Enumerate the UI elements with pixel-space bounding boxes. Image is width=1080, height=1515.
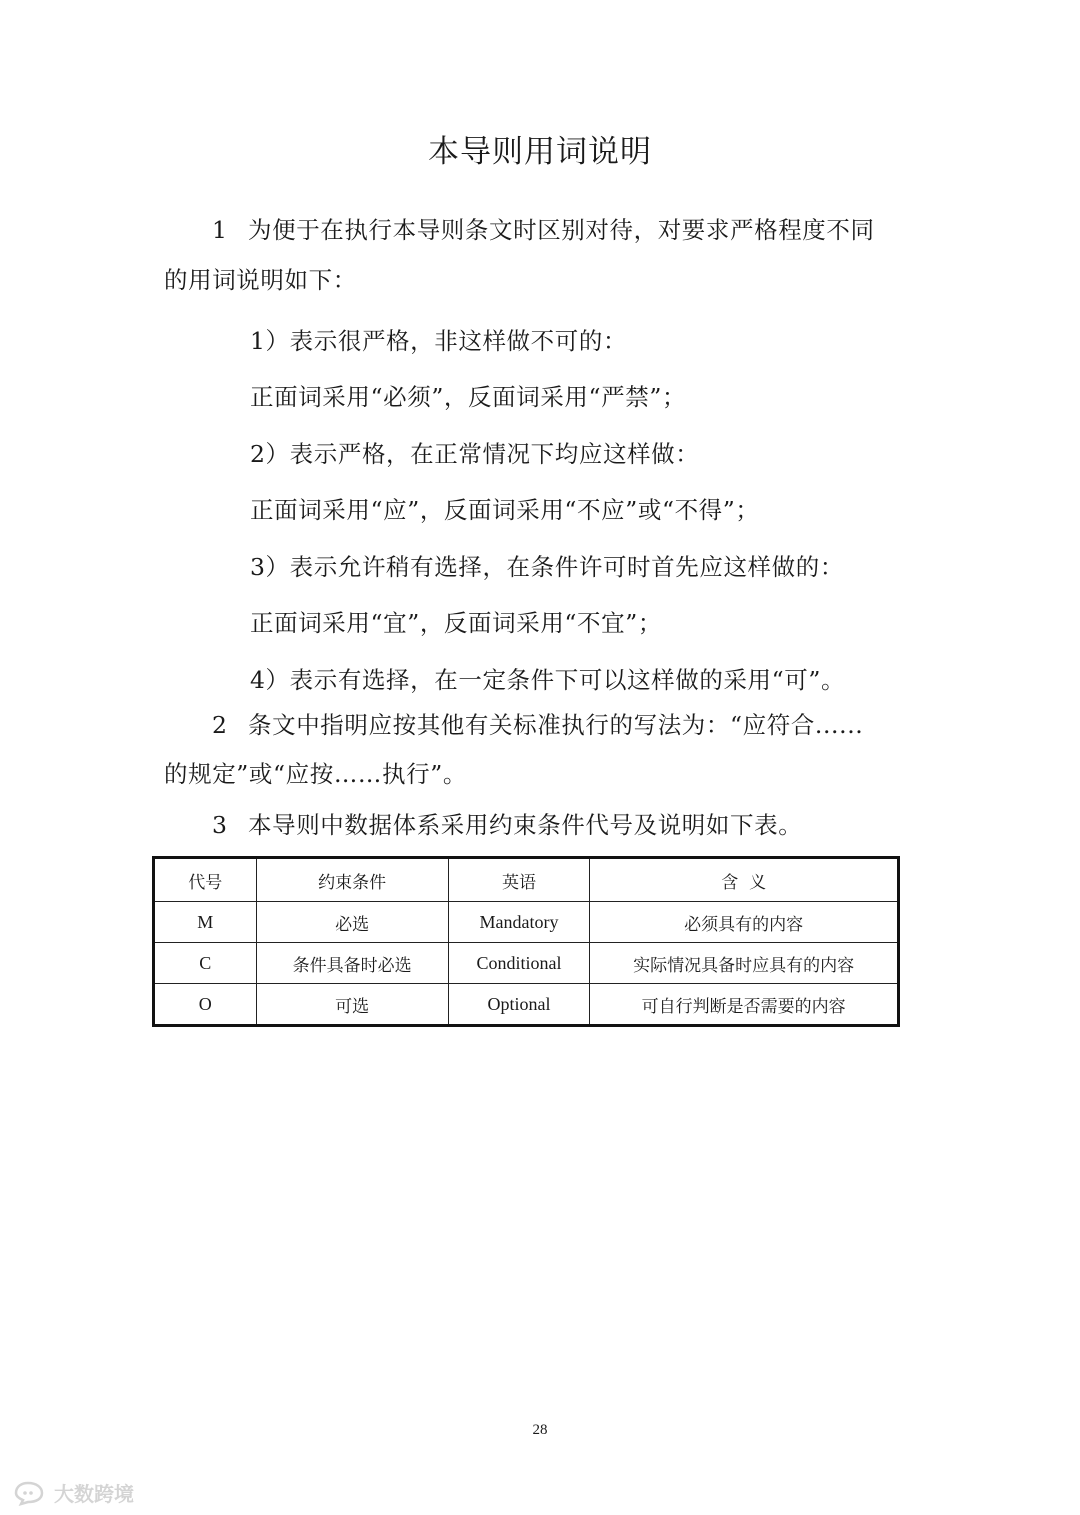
item-3-detail: 正面词采用“宜”，反面词采用“不宜”； xyxy=(250,609,662,637)
watermark-text: 大数跨境 xyxy=(54,1482,134,1506)
section-2-number: 2 xyxy=(212,711,228,739)
page-title: 本导则用词说明 xyxy=(428,134,652,170)
speech-bubble-logo-icon xyxy=(12,1480,48,1506)
table-header-english: 英语 xyxy=(448,858,590,902)
table-row xyxy=(154,902,899,943)
item-1-detail: 正面词采用“必须”，反面词采用“严禁”； xyxy=(250,383,687,411)
item-2-detail: 正面词采用“应”，反面词采用“不应”或“不得”； xyxy=(250,496,760,524)
table-row xyxy=(154,984,899,1026)
section-3-text-1: 本导则中数据体系采用约束条件代号及说明如下表。 xyxy=(248,811,803,839)
table-cell-constraint: 条件具备时必选 xyxy=(256,943,448,984)
item-4-heading: 4）表示有选择，在一定条件下可以这样做的采用“可”。 xyxy=(250,666,846,694)
table-header-code: 代号 xyxy=(154,858,257,902)
table-cell-english: Optional xyxy=(448,984,590,1026)
section-1-line-2: 的用词说明如下： xyxy=(164,266,357,294)
section-1-line-1 xyxy=(212,210,875,250)
section-2-line-2: 的规定”或“应按……执行”。 xyxy=(164,760,467,788)
table-cell-meaning: 必须具有的内容 xyxy=(590,902,899,943)
page-number: 28 xyxy=(532,1422,548,1438)
section-1-text-1: 为便于在执行本导则条文时区别对待，对要求严格程度不同 xyxy=(248,216,875,244)
section-3-number: 3 xyxy=(212,811,228,839)
table-header-row xyxy=(154,858,899,902)
item-1-heading: 1）表示很严格，非这样做不可的： xyxy=(250,327,628,355)
section-3-line-1 xyxy=(212,805,802,845)
table-header-constraint: 约束条件 xyxy=(256,858,448,902)
table-cell-code: C xyxy=(154,943,257,984)
table-cell-english: Conditional xyxy=(448,943,590,984)
constraint-table xyxy=(152,856,900,1027)
item-2-heading: 2）表示严格，在正常情况下均应这样做： xyxy=(250,440,700,468)
table-row xyxy=(154,943,899,984)
table-header-meaning: 含 义 xyxy=(590,858,899,902)
table-cell-constraint: 可选 xyxy=(256,984,448,1026)
table-cell-code: M xyxy=(154,902,257,943)
item-3-heading: 3）表示允许稍有选择，在条件许可时首先应这样做的： xyxy=(250,553,844,581)
section-1-number: 1 xyxy=(212,216,228,244)
table-cell-meaning: 可自行判断是否需要的内容 xyxy=(590,984,899,1026)
table-cell-code: O xyxy=(154,984,257,1026)
watermark xyxy=(12,1478,134,1507)
table-cell-constraint: 必选 xyxy=(256,902,448,943)
section-2-line-1 xyxy=(212,705,863,745)
section-2-text-1: 条文中指明应按其他有关标准执行的写法为：“应符合...... xyxy=(248,711,864,739)
table-cell-meaning: 实际情况具备时应具有的内容 xyxy=(590,943,899,984)
table-cell-english: Mandatory xyxy=(448,902,590,943)
